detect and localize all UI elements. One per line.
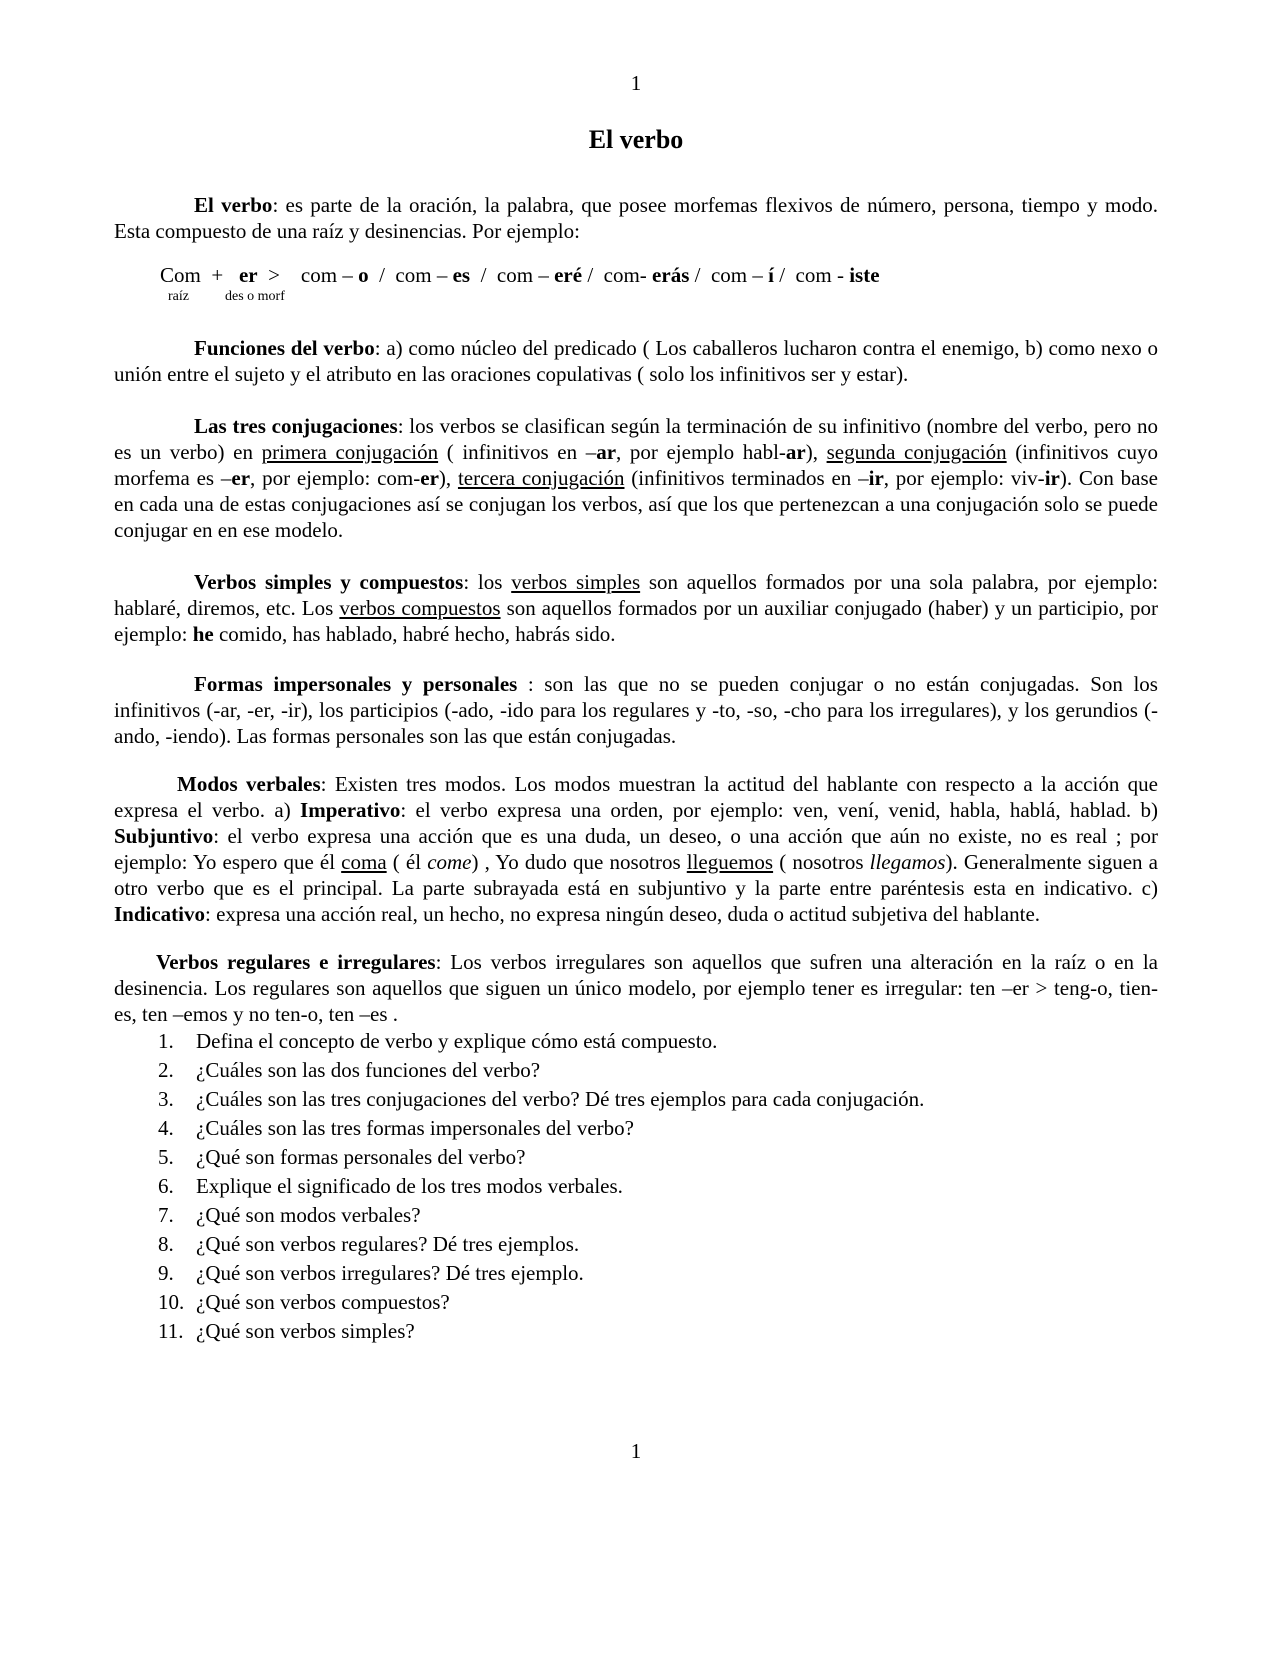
question-text: ¿Qué son verbos irregulares? Dé tres ejemplo. [196,1261,584,1285]
question-number: 5. [158,1145,174,1169]
question-text: ¿Cuáles son las tres conjugaciones del verbo? Dé tres ejemplos para cada conjugación. [196,1087,925,1111]
question-text: ¿Qué son modos verbales? [196,1203,421,1227]
question-item [114,1201,1158,1230]
conjugation-example-caption [114,288,1158,305]
paragraph-modos-verbales: Modos verbales: Existen tres modos. Los modos muestran la actitud del hablante con respecto a la acción que expresa el verbo. a) Imperativo: el verbo expresa una orden, por ejemplo: ven, vení, venid, habla, hablá, hablad. b) Subjuntivo: el verbo expresa una acción que es una duda, un deseo, o una acción que aún no existe, no es real ; por ejemplo: Yo espero que él coma ( él come) , Yo dudo que nosotros lleguemos ( nosotros llegamos). Generalmente siguen a otro verbo que es el principal. La parte subrayada está en subjuntivo y la parte entre paréntesis esta en indicativo. c) Indicativo: expresa una acción real, un hecho, no expresa ningún deseo, duda o actitud subjetiva del hablante. [114,772,1158,926]
question-number: 2. [158,1058,174,1082]
question-number: 6. [158,1174,174,1198]
question-text: ¿Qué son verbos compuestos? [196,1290,450,1314]
question-number: 7. [158,1203,174,1227]
paragraph-funciones-del-verbo: Funciones del verbo: a) como núcleo del predicado ( Los caballeros lucharon contra el enemigo, b) como nexo o unión entre el sujeto y el atributo en las oraciones copulativas ( solo los infinitivos ser y estar). [114,336,1158,386]
paragraph-las-tres-conjugaciones: Las tres conjugaciones: los verbos se clasifican según la terminación de su infinitivo (nombre del verbo, pero no es un verbo) en primera conjugación ( infinitivos en –ar, por ejemplo habl-ar), segunda conjugación (infinitivos cuyo morfema es –er, por ejemplo: com-er), tercera conjugación (infinitivos terminados en –ir, por ejemplo: viv-ir). Con base en cada una de estas conjugaciones así se conjugan los verbos, así que los que pertenezcan a una conjugación solo se puede conjugar en en ese modelo. [114,414,1159,542]
question-text: ¿Cuáles son las tres formas impersonales del verbo? [196,1116,634,1140]
question-number: 10. [158,1290,185,1314]
question-number: 3. [158,1087,174,1111]
conjugation-example-line: Com + er > com – o / com – es / com – eré / com- erás / com – í / com - iste [160,263,880,287]
caption-raiz: raíz [168,289,189,304]
question-number: 4. [158,1116,174,1140]
page-title: El verbo [588,125,684,154]
question-item [114,1172,1158,1201]
question-item [114,1114,1158,1143]
question-item [114,1143,1158,1172]
question-item [114,1056,1158,1085]
question-text: ¿Cuáles son las dos funciones del verbo? [196,1058,541,1082]
question-text: Defina el concepto de verbo y explique cómo está compuesto. [196,1029,718,1053]
question-item [114,1027,1158,1056]
page-number-bottom: 1 [630,1439,642,1463]
question-number: 11. [158,1319,184,1343]
page-number-top: 1 [630,71,642,95]
question-number: 8. [158,1232,174,1256]
paragraph-formas-impersonales-y-personales: Formas impersonales y personales : son las que no se pueden conjugar o no están conjugadas. Son los infinitivos (-ar, -er, -ir), los participios (-ado, -ido para los regulares y -to, -so, -cho para los irregulares), y los gerundios (-ando, -iendo). Las formas personales son las que están conjugadas. [114,672,1158,748]
question-item [114,1259,1158,1288]
paragraph-verbos-simples-y-compuestos: Verbos simples y compuestos: los verbos simples son aquellos formados por una sola palabra, por ejemplo: hablaré, diremos, etc. Los verbos compuestos son aquellos formados por un auxiliar conjugado (haber) y un participio, por ejemplo: he comido, has hablado, habré hecho, habrás sido. [114,570,1159,646]
question-item [114,1317,1158,1346]
question-item [114,1085,1158,1114]
question-list [114,1027,1158,1346]
question-text: ¿Qué son verbos regulares? Dé tres ejemplos. [196,1232,580,1256]
question-text: ¿Qué son formas personales del verbo? [196,1145,526,1169]
question-number: 1. [158,1029,174,1053]
question-number: 9. [158,1261,174,1285]
question-item [114,1288,1158,1317]
paragraph-intro: El verbo: es parte de la oración, la palabra, que posee morfemas flexivos de número, persona, tiempo y modo. Esta compuesto de una raíz y desinencias. Por ejemplo: [114,193,1158,243]
paragraph-verbos-regulares-e-irregulares: Verbos regulares e irregulares: Los verbos irregulares son aquellos que sufren una alteración en la raíz o en la desinencia. Los regulares son aquellos que siguen un único modelo, por ejemplo tener es irregular: ten –er > teng-o, tien- es, ten –emos y no ten-o, ten –es . [114,950,1158,1026]
question-text: ¿Qué son verbos simples? [196,1319,415,1343]
question-text: Explique el significado de los tres modos verbales. [196,1174,623,1198]
caption-des-o-morf: des o morf [224,289,285,304]
question-item [114,1230,1158,1259]
